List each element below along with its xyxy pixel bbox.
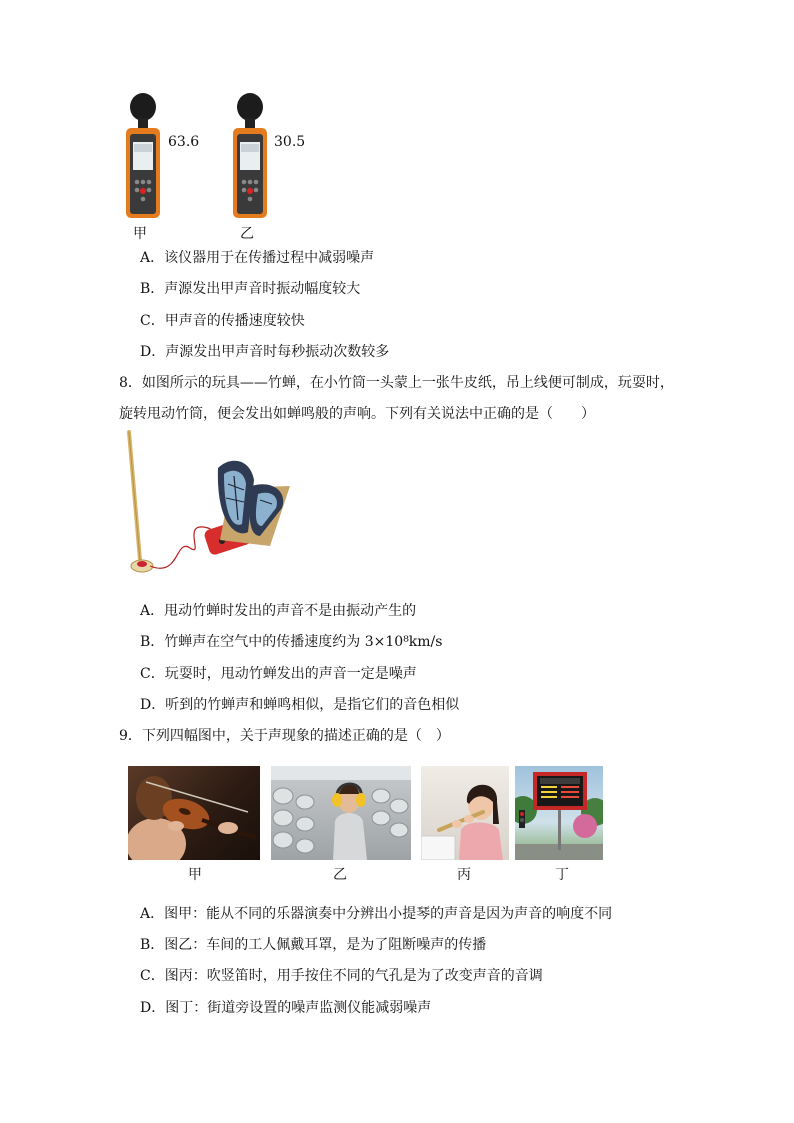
q8-stem-line1: 8．如图所示的玩具——竹蝉，在小竹筒一头蒙上一张牛皮纸，吊上线便可制成，玩耍时， [119,375,674,391]
photo-caption-yi: 乙 [333,867,347,883]
meter-left-reading: 63.6 [168,134,200,150]
q8-option-a: A．甩动竹蝉时发出的声音不是由振动产生的 [140,603,417,619]
q8-stem-line2: 旋转甩动竹筒，便会发出如蝉鸣般的声响。下列有关说法中正确的是（ ） [119,406,595,422]
q9-stem: 9．下列四幅图中，关于声现象的描述正确的是（ ） [119,728,450,744]
q7-option-b: B．声源发出甲声音时振动幅度较大 [140,281,361,297]
q8-option-c: C．玩耍时，甩动竹蝉发出的声音一定是噪声 [140,666,417,682]
photo-caption-bing: 丙 [457,867,471,883]
recorder-player-photo [421,766,509,860]
sound-meter-right-icon [230,92,270,220]
q9-option-c: C．图丙：吹竖笛时，用手按住不同的气孔是为了改变声音的音调 [140,968,543,984]
noise-monitor-photo [515,766,603,860]
bamboo-cicada-toy-image [120,428,300,580]
violin-photo [128,766,260,860]
q7-option-a: A．该仪器用于在传播过程中减弱噪声 [140,250,375,266]
sound-meter-figure [118,92,318,242]
q8-option-d: D．听到的竹蝉声和蝉鸣相似，是指它们的音色相似 [140,697,460,713]
q7-option-d: D．声源发出甲声音时每秒振动次数较多 [140,344,390,360]
photo-caption-jia: 甲 [188,867,202,883]
meter-right-reading: 30.5 [274,134,306,150]
q9-option-b: B．图乙：车间的工人佩戴耳罩，是为了阻断噪声的传播 [140,937,487,953]
meter-left-label: 甲 [133,226,147,242]
q9-option-d: D．图丁：街道旁设置的噪声监测仪能减弱噪声 [140,1000,432,1016]
photo-caption-ding: 丁 [555,867,569,883]
q9-option-a: A．图甲：能从不同的乐器演奏中分辨出小提琴的声音是因为声音的响度不同 [140,906,613,922]
q7-option-c: C．甲声音的传播速度较快 [140,313,305,329]
meter-right-label: 乙 [240,226,254,242]
q8-option-b: B．竹蝉声在空气中的传播速度约为 3×10⁸km/s [140,634,443,650]
factory-worker-photo [271,766,411,860]
sound-meter-left-icon [123,92,163,220]
